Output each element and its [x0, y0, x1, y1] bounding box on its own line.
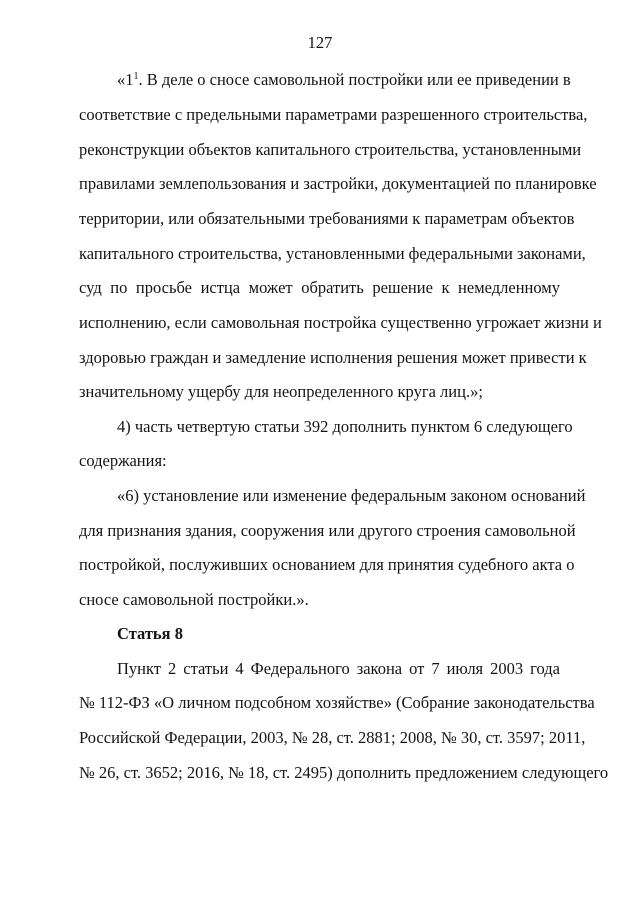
paragraph-line: № 26, ст. 3652; 2016, № 18, ст. 2495) дополнить предложением следующего — [79, 763, 609, 782]
paragraph-line: содержания: — [79, 451, 167, 470]
paragraph-line: Пункт 2 статьи 4 Федерального закона от 7 июля 2003 года — [117, 659, 560, 678]
paragraph-line: суд по просьбе истца может обратить решение к немедленному — [79, 278, 560, 297]
superscript: 1 — [133, 71, 139, 82]
paragraph-line: постройкой, послуживших основанием для принятия судебного акта о — [79, 555, 575, 574]
paragraph-line: исполнению, если самовольная постройка существенно угрожает жизни и — [79, 313, 602, 332]
paragraph-line: капитального строительства, установленными федеральными законами, — [79, 244, 586, 263]
line-text: . В деле о сносе самовольной постройки или ее приведении в — [138, 70, 571, 89]
quote-open: «1 — [117, 70, 134, 89]
paragraph-line: № 112-ФЗ «О личном подсобном хозяйстве» (Собрание законодательства — [79, 693, 595, 712]
paragraph-line: Российской Федерации, 2003, № 28, ст. 2881; 2008, № 30, ст. 3597; 2011, — [79, 728, 586, 747]
paragraph-line: соответствие с предельными параметрами разрешенного строительства, — [79, 105, 588, 124]
paragraph-line: 4) часть четвертую статьи 392 дополнить пунктом 6 следующего — [117, 417, 573, 436]
paragraph-line — [117, 70, 571, 90]
page-number: 127 — [307, 33, 333, 52]
paragraph-line: сносе самовольной постройки.». — [79, 590, 309, 609]
paragraph-line: здоровью граждан и замедление исполнения решения может привести к — [79, 348, 587, 367]
paragraph-line: «6) установление или изменение федеральным законом оснований — [117, 486, 586, 505]
paragraph-line: значительному ущербу для неопределенного круга лиц.»; — [79, 382, 483, 401]
paragraph-line: для признания здания, сооружения или другого строения самовольной — [79, 521, 576, 540]
article-heading: Статья 8 — [117, 624, 183, 643]
paragraph-line: территории, или обязательными требованиями к параметрам объектов — [79, 209, 575, 228]
paragraph-line: реконструкции объектов капитального строительства, установленными — [79, 140, 582, 159]
paragraph-line: правилами землепользования и застройки, документацией по планировке — [79, 174, 597, 193]
